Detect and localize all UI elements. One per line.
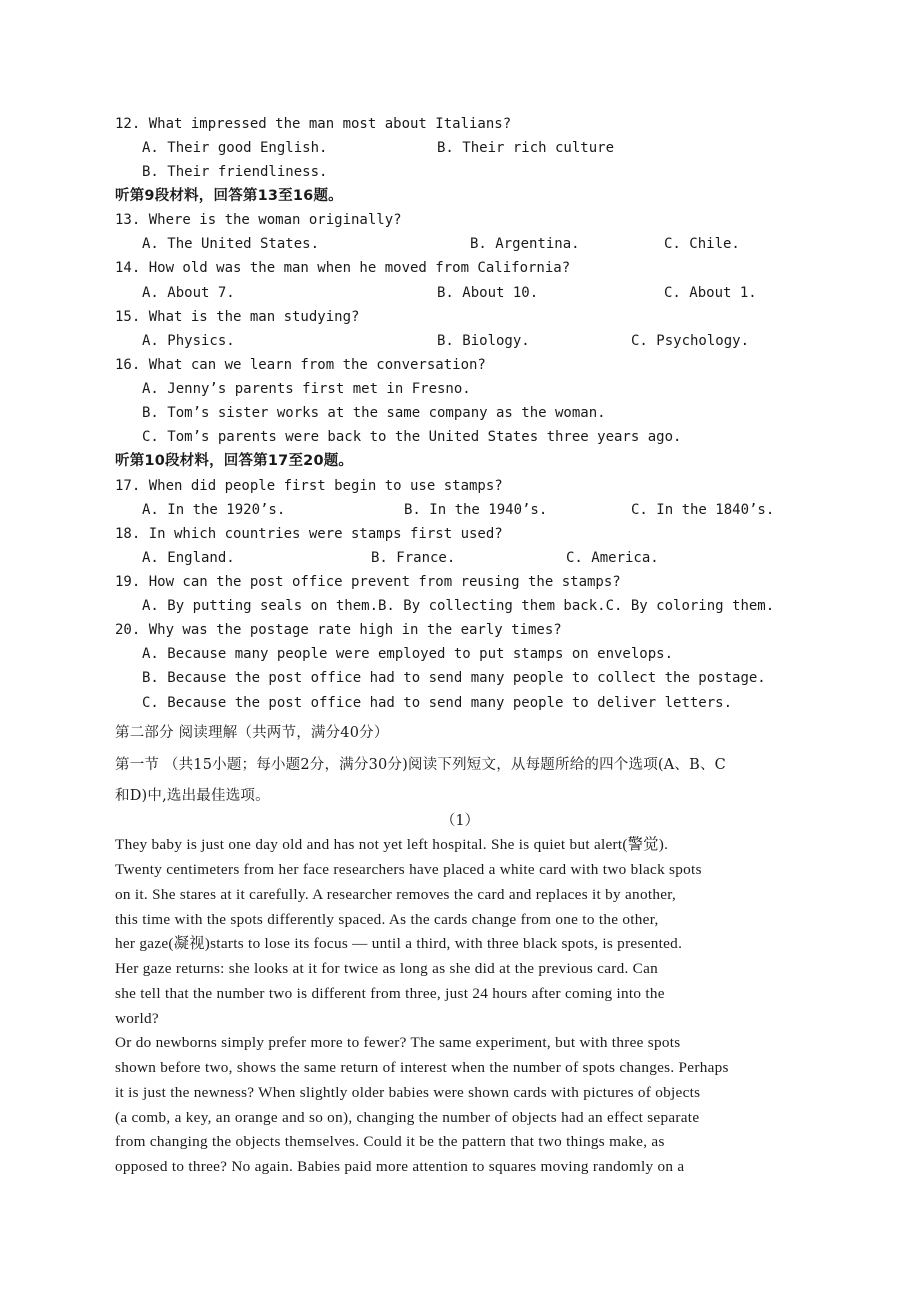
section-10-heading: 听第10段材料，回答第17至20题。 bbox=[115, 453, 354, 469]
section-1-instructions-line-2: 和D)中,选出最佳选项。 bbox=[115, 788, 270, 804]
question-18-option-b: B. France. bbox=[371, 550, 456, 566]
question-16-option-a: A. Jenny’s parents first met in Fresno. bbox=[142, 381, 471, 397]
passage-line: from changing the objects themselves. Could it be the pattern that two things make, as bbox=[115, 1133, 665, 1150]
section-1-instructions-line-1: 第一节 （共15小题；每小题2分，满分30分)阅读下列短文，从每题所给的四个选项(A、B、C bbox=[115, 757, 726, 773]
question-12-option-b: B. Their rich culture bbox=[437, 140, 615, 156]
part-2-heading: 第二部分 阅读理解（共两节，满分40分） bbox=[115, 725, 389, 741]
question-20-option-b: B. Because the post office had to send many people to collect the postage. bbox=[142, 670, 766, 686]
passage-line: opposed to three? No again. Babies paid more attention to squares moving randomly on a bbox=[115, 1158, 685, 1175]
question-12-option-a: A. Their good English. bbox=[142, 140, 328, 156]
question-15-option-a: A. Physics. bbox=[142, 333, 235, 349]
passage-line: world? bbox=[115, 1010, 159, 1027]
question-19-stem: 19. How can the post office prevent from reusing the stamps? bbox=[115, 574, 621, 590]
passage-line: on it. She stares at it carefully. A researcher removes the card and replaces it by another, bbox=[115, 886, 677, 903]
question-17-option-c: C. In the 1840’s. bbox=[631, 502, 775, 518]
question-14-stem: 14. How old was the man when he moved from California? bbox=[115, 260, 571, 276]
question-16-option-b: B. Tom’s sister works at the same company as the woman. bbox=[142, 405, 606, 421]
question-17-stem: 17. When did people first begin to use stamps? bbox=[115, 478, 503, 494]
passage-line: Her gaze returns: she looks at it for twice as long as she did at the previous card. Can bbox=[115, 960, 659, 977]
question-13-option-a: A. The United States. bbox=[142, 236, 320, 252]
passage-line: she tell that the number two is different from three, just 24 hours after coming into the bbox=[115, 985, 665, 1002]
passage-number: （1） bbox=[440, 813, 480, 829]
question-19-options: A. By putting seals on them.B. By collecting them back.C. By coloring them. bbox=[142, 598, 775, 614]
question-18-stem: 18. In which countries were stamps first used? bbox=[115, 526, 503, 542]
question-17-option-b: B. In the 1940’s. bbox=[404, 502, 548, 518]
passage-line: Or do newborns simply prefer more to fewer? The same experiment, but with three spots bbox=[115, 1034, 681, 1051]
question-15-stem: 15. What is the man studying? bbox=[115, 309, 360, 325]
question-20-option-c: C. Because the post office had to send many people to deliver letters. bbox=[142, 695, 733, 711]
passage-line: Twenty centimeters from her face researchers have placed a white card with two black spots bbox=[115, 861, 702, 878]
question-16-option-c: C. Tom’s parents were back to the United States three years ago. bbox=[142, 429, 682, 445]
question-14-option-b: B. About 10. bbox=[437, 285, 539, 301]
question-13-stem: 13. Where is the woman originally? bbox=[115, 212, 402, 228]
passage-line: it is just the newness? When slightly older babies were shown cards with pictures of objects bbox=[115, 1084, 701, 1101]
passage-line: They baby is just one day old and has not yet left hospital. She is quiet but alert(警觉). bbox=[115, 836, 669, 853]
question-15-option-c: C. Psychology. bbox=[631, 333, 750, 349]
question-14-option-a: A. About 7. bbox=[142, 285, 235, 301]
question-13-option-c: C. Chile. bbox=[664, 236, 740, 252]
passage-line: her gaze(凝视)starts to lose its focus — until a third, with three black spots, is presented. bbox=[115, 935, 683, 952]
question-15-option-b: B. Biology. bbox=[437, 333, 530, 349]
section-9-heading: 听第9段材料，回答第13至16题。 bbox=[115, 188, 343, 204]
question-13-option-b: B. Argentina. bbox=[470, 236, 580, 252]
question-18-option-c: C. America. bbox=[566, 550, 659, 566]
passage-line: (a comb, a key, an orange and so on), changing the number of objects had an effect separate bbox=[115, 1109, 700, 1126]
passage-line: shown before two, shows the same return of interest when the number of spots changes. Perhaps bbox=[115, 1059, 729, 1076]
question-12-stem: 12. What impressed the man most about Italians? bbox=[115, 116, 512, 132]
question-12-option-c: B. Their friendliness. bbox=[142, 164, 328, 180]
passage-line: this time with the spots differently spaced. As the cards change from one to the other, bbox=[115, 911, 659, 928]
question-18-option-a: A. England. bbox=[142, 550, 235, 566]
question-20-stem: 20. Why was the postage rate high in the early times? bbox=[115, 622, 562, 638]
question-14-option-c: C. About 1. bbox=[664, 285, 757, 301]
question-20-option-a: A. Because many people were employed to put stamps on envelops. bbox=[142, 646, 674, 662]
question-16-stem: 16. What can we learn from the conversation? bbox=[115, 357, 486, 373]
question-17-option-a: A. In the 1920’s. bbox=[142, 502, 286, 518]
